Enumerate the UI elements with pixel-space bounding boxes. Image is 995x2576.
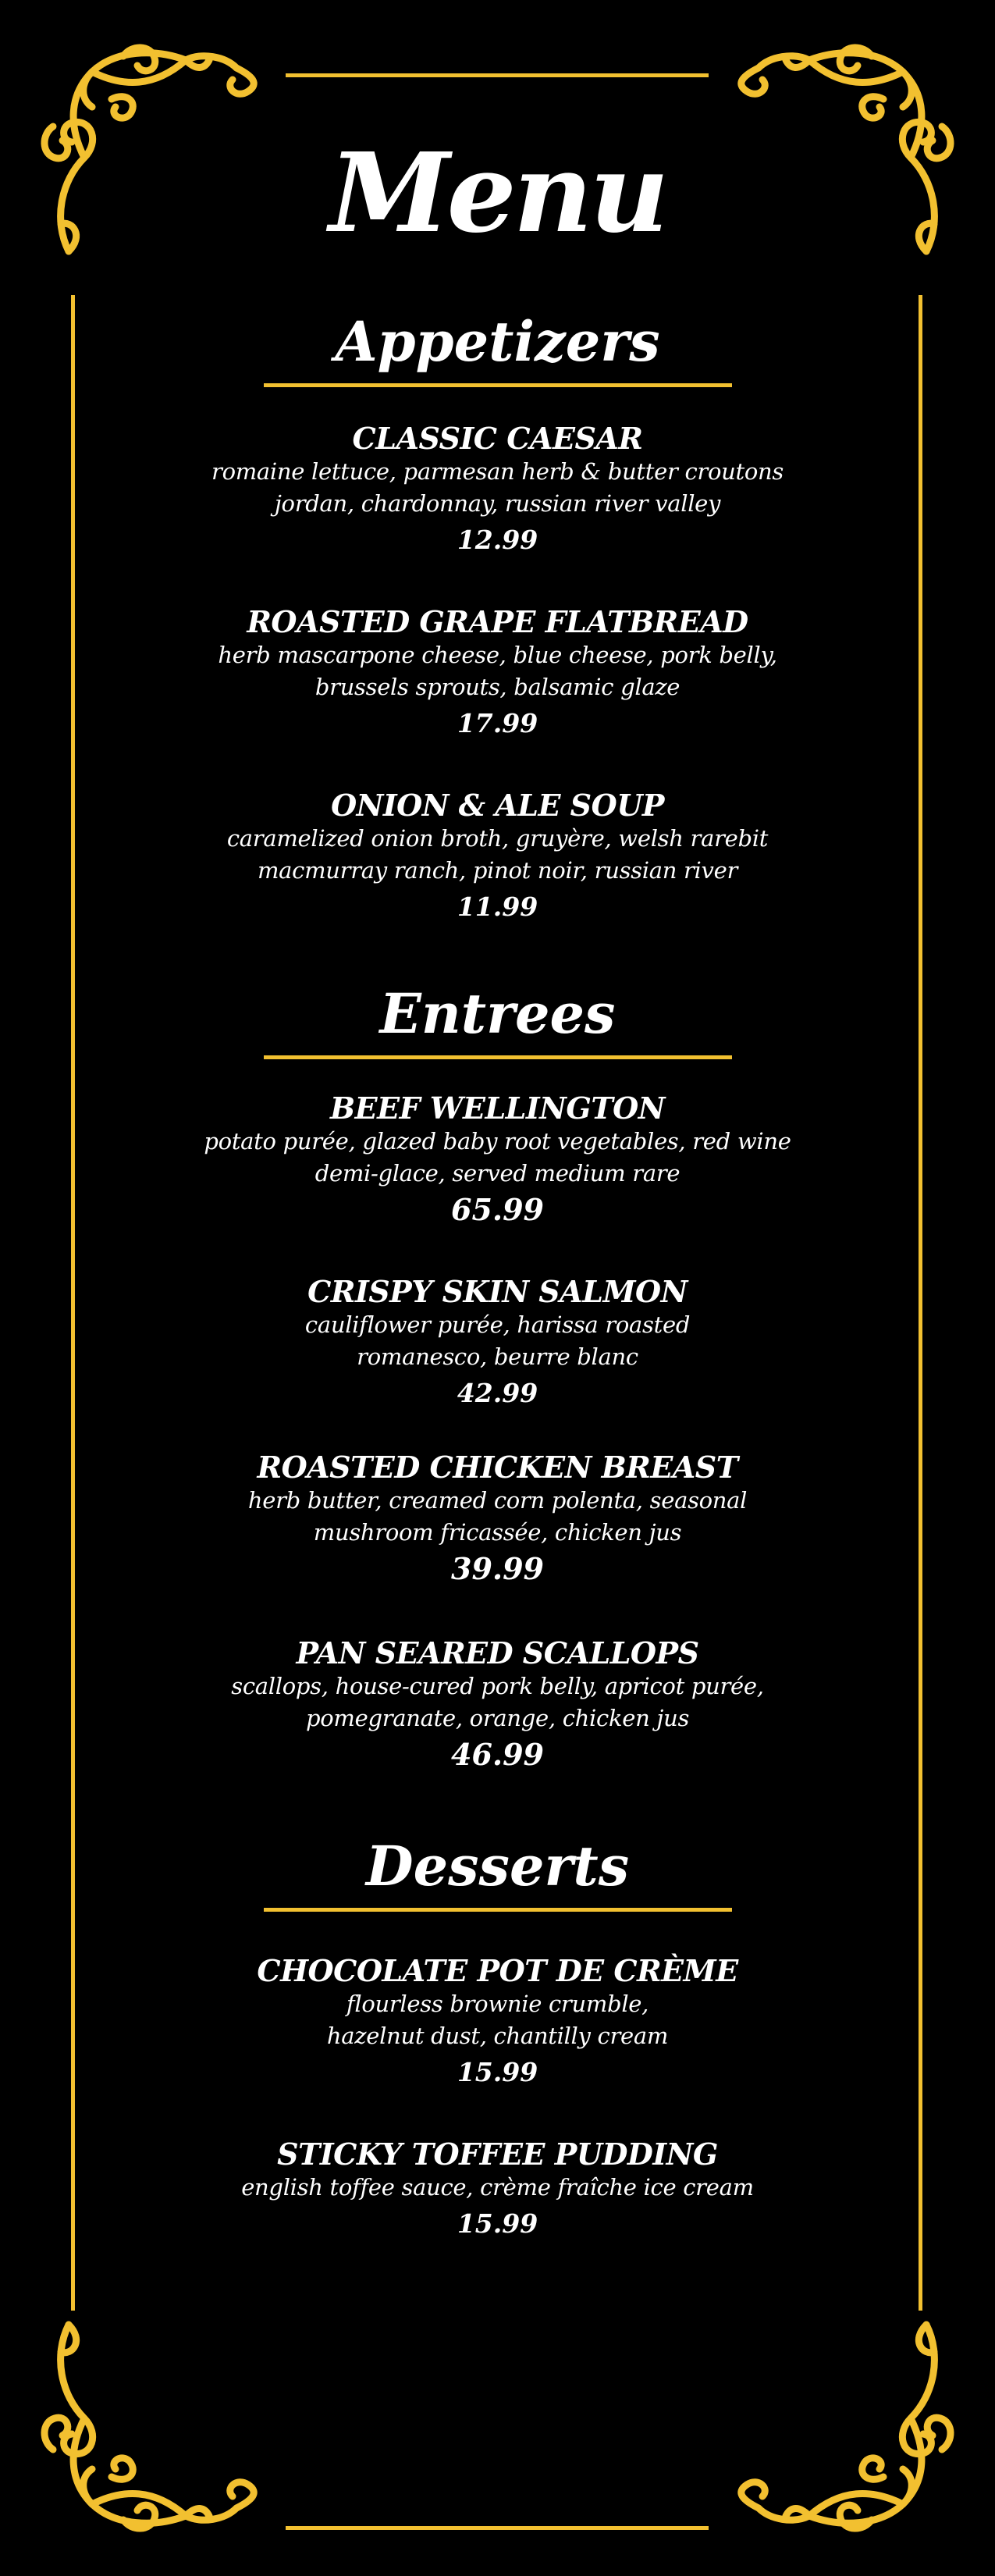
item-description: herb mascarpone cheese, blue cheese, pork belly,: [218, 642, 777, 668]
menu-item: [0, 2137, 995, 2241]
menu-title: Menu: [329, 130, 666, 258]
item-price: 15.99: [457, 2208, 538, 2239]
item-description: potato purée, glazed baby root vegetables, red wine: [204, 1128, 791, 1155]
item-price: 17.99: [457, 708, 538, 738]
flourish-corner-icon: [731, 2309, 958, 2535]
bottom-divider: [286, 2526, 709, 2530]
item-name: ROASTED GRAPE FLATBREAD: [247, 604, 748, 639]
item-name: PAN SEARED SCALLOPS: [296, 1635, 699, 1670]
flourish-corner-icon: [37, 2309, 264, 2535]
menu-item: [0, 422, 995, 557]
item-description: romanesco, beurre blanc: [357, 1343, 638, 1370]
item-price: 12.99: [457, 525, 538, 555]
menu-item: [0, 1954, 995, 2090]
section-divider: [264, 1055, 732, 1059]
item-name: CRISPY SKIN SALMON: [307, 1274, 688, 1309]
section-title: Desserts: [365, 1834, 630, 1898]
item-description: scallops, house-cured pork belly, apricot purée,: [231, 1673, 764, 1699]
item-description: brussels sprouts, balsamic glaze: [314, 674, 681, 700]
item-description: mushroom fricassée, chicken jus: [313, 1519, 682, 1546]
item-name: ROASTED CHICKEN BREAST: [257, 1450, 738, 1485]
top-divider: [286, 73, 709, 77]
menu-item: [0, 605, 995, 741]
item-name: STICKY TOFFEE PUDDING: [277, 2137, 718, 2172]
item-description: jordan, chardonnay, russian river valley: [274, 490, 721, 517]
item-description: herb butter, creamed corn polenta, seasonal: [247, 1487, 748, 1514]
item-price: 65.99: [451, 1192, 544, 1227]
item-description: english toffee sauce, crème fraîche ice cream: [241, 2174, 754, 2201]
section-divider: [264, 383, 732, 387]
item-name: BEEF WELLINGTON: [330, 1091, 665, 1126]
section-title: Appetizers: [335, 309, 660, 374]
item-description: flourless brownie crumble,: [346, 1991, 649, 2017]
item-name: CLASSIC CAESAR: [352, 421, 643, 456]
menu-item: [0, 1450, 995, 1586]
item-price: 46.99: [451, 1737, 544, 1772]
item-description: pomegranate, orange, chicken jus: [305, 1705, 690, 1731]
item-name: ONION & ALE SOUP: [331, 788, 664, 823]
item-name: CHOCOLATE POT DE CRÈME: [257, 1953, 738, 1988]
section-title: Entrees: [379, 981, 616, 1046]
item-description: hazelnut dust, chantilly cream: [326, 2023, 669, 2049]
menu-item: [0, 788, 995, 924]
menu-item: [0, 1091, 995, 1227]
item-description: cauliflower purée, harissa roasted: [304, 1311, 691, 1338]
item-description: romaine lettuce, parmesan herb & butter croutons: [211, 458, 784, 485]
item-description: caramelized onion broth, gruyère, welsh rarebit: [226, 825, 769, 852]
section-appetizers: [0, 309, 995, 387]
menu-item: [0, 1275, 995, 1411]
item-price: 39.99: [451, 1551, 544, 1586]
section-entrees: [0, 981, 995, 1059]
item-price: 11.99: [457, 891, 538, 922]
item-description: demi-glace, served medium rare: [314, 1160, 681, 1187]
item-price: 42.99: [457, 1378, 538, 1408]
item-price: 15.99: [457, 2057, 538, 2087]
item-description: macmurray ranch, pinot noir, russian river: [257, 857, 738, 884]
section-divider: [264, 1908, 732, 1912]
section-desserts: [0, 1834, 995, 1912]
menu-item: [0, 1636, 995, 1772]
